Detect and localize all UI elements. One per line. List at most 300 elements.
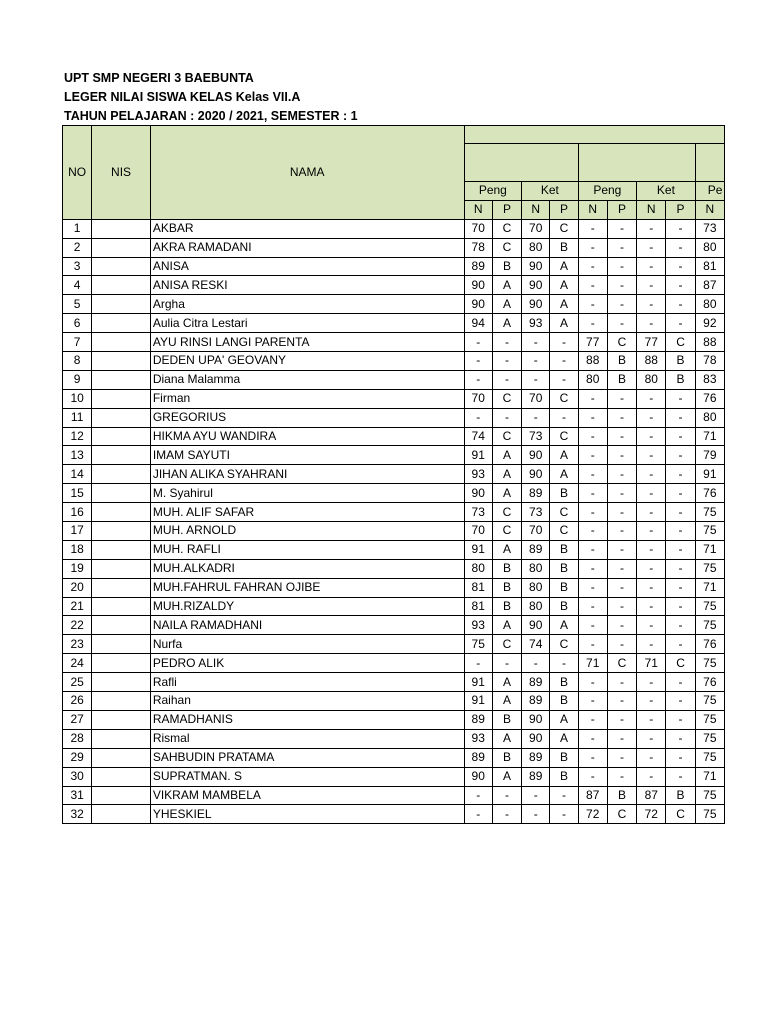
cell-ket-n: 90 bbox=[522, 616, 550, 635]
cell-peng-n: 90 bbox=[464, 767, 492, 786]
cell-ket2-n: - bbox=[637, 616, 666, 635]
cell-nama: Diana Malamma bbox=[150, 370, 464, 389]
cell-nis bbox=[92, 408, 151, 427]
cell-ket-n: 89 bbox=[522, 484, 550, 503]
cell-ket-p: C bbox=[550, 219, 578, 238]
header-subject-group bbox=[464, 126, 724, 144]
cell-peng2-p: - bbox=[607, 597, 636, 616]
cell-ket2-n: - bbox=[637, 314, 666, 333]
cell-pe3-n: 71 bbox=[695, 767, 724, 786]
cell-peng2-p: - bbox=[607, 767, 636, 786]
cell-no: 8 bbox=[63, 352, 92, 371]
cell-ket2-n: - bbox=[637, 389, 666, 408]
cell-nis bbox=[92, 729, 151, 748]
cell-pe3-n: 91 bbox=[695, 465, 724, 484]
cell-peng2-p: - bbox=[607, 578, 636, 597]
cell-ket-n: - bbox=[522, 786, 550, 805]
cell-ket-n: 89 bbox=[522, 748, 550, 767]
cell-pe3-n: 88 bbox=[695, 333, 724, 352]
table-row bbox=[63, 465, 725, 484]
cell-ket2-p: - bbox=[666, 408, 695, 427]
header-pe-3: Pe bbox=[695, 182, 724, 201]
header-nis: NIS bbox=[92, 126, 151, 220]
cell-nama: GREGORIUS bbox=[150, 408, 464, 427]
cell-nama: IMAM SAYUTI bbox=[150, 446, 464, 465]
header-p: P bbox=[666, 200, 695, 219]
cell-pe3-n: 71 bbox=[695, 427, 724, 446]
cell-peng2-n: - bbox=[578, 219, 607, 238]
cell-pe3-n: 75 bbox=[695, 748, 724, 767]
cell-peng2-n: - bbox=[578, 692, 607, 711]
cell-nis bbox=[92, 522, 151, 541]
cell-nama: RAMADHANIS bbox=[150, 710, 464, 729]
cell-peng-p: B bbox=[492, 710, 521, 729]
cell-no: 3 bbox=[63, 257, 92, 276]
cell-nis bbox=[92, 389, 151, 408]
cell-peng-n: 91 bbox=[464, 446, 492, 465]
cell-peng-n: 70 bbox=[464, 219, 492, 238]
cell-ket-p: A bbox=[550, 729, 578, 748]
cell-ket2-n: 88 bbox=[637, 352, 666, 371]
cell-ket2-n: - bbox=[637, 748, 666, 767]
cell-peng2-p: - bbox=[607, 710, 636, 729]
cell-peng-n: - bbox=[464, 805, 492, 824]
cell-peng-p: A bbox=[492, 276, 521, 295]
cell-peng2-n: 72 bbox=[578, 805, 607, 824]
table-row bbox=[63, 767, 725, 786]
header-subject-2 bbox=[578, 144, 695, 182]
cell-peng2-p: - bbox=[607, 295, 636, 314]
cell-ket-n: 89 bbox=[522, 673, 550, 692]
cell-nama: Firman bbox=[150, 389, 464, 408]
cell-no: 1 bbox=[63, 219, 92, 238]
cell-ket2-p: - bbox=[666, 729, 695, 748]
cell-ket-p: A bbox=[550, 314, 578, 333]
table-row bbox=[63, 484, 725, 503]
cell-peng-p: - bbox=[492, 654, 521, 673]
cell-peng-n: 90 bbox=[464, 276, 492, 295]
cell-ket-p: - bbox=[550, 654, 578, 673]
cell-nis bbox=[92, 786, 151, 805]
cell-peng-n: 91 bbox=[464, 692, 492, 711]
cell-peng2-n: - bbox=[578, 748, 607, 767]
cell-peng2-p: - bbox=[607, 635, 636, 654]
cell-nis bbox=[92, 503, 151, 522]
cell-ket2-p: - bbox=[666, 692, 695, 711]
header-peng-1: Peng bbox=[464, 182, 522, 201]
cell-ket-n: - bbox=[522, 805, 550, 824]
cell-peng-n: - bbox=[464, 352, 492, 371]
cell-ket2-n: - bbox=[637, 692, 666, 711]
cell-peng-n: - bbox=[464, 370, 492, 389]
cell-no: 31 bbox=[63, 786, 92, 805]
cell-no: 20 bbox=[63, 578, 92, 597]
cell-ket-p: C bbox=[550, 522, 578, 541]
cell-pe3-n: 80 bbox=[695, 238, 724, 257]
cell-ket-p: C bbox=[550, 427, 578, 446]
cell-peng2-n: 77 bbox=[578, 333, 607, 352]
cell-no: 2 bbox=[63, 238, 92, 257]
cell-ket-p: C bbox=[550, 635, 578, 654]
cell-nama: HIKMA AYU WANDIRA bbox=[150, 427, 464, 446]
cell-pe3-n: 80 bbox=[695, 295, 724, 314]
cell-nis bbox=[92, 219, 151, 238]
cell-peng2-p: - bbox=[607, 389, 636, 408]
header-p: P bbox=[550, 200, 578, 219]
cell-ket-p: - bbox=[550, 370, 578, 389]
cell-ket2-n: - bbox=[637, 522, 666, 541]
cell-peng-n: - bbox=[464, 333, 492, 352]
cell-peng-p: C bbox=[492, 427, 521, 446]
cell-nis bbox=[92, 616, 151, 635]
cell-nis bbox=[92, 352, 151, 371]
cell-ket-n: - bbox=[522, 654, 550, 673]
cell-peng2-p: - bbox=[607, 673, 636, 692]
cell-nama: NAILA RAMADHANI bbox=[150, 616, 464, 635]
cell-no: 6 bbox=[63, 314, 92, 333]
cell-peng2-n: - bbox=[578, 503, 607, 522]
header-n: N bbox=[637, 200, 666, 219]
cell-peng-p: A bbox=[492, 540, 521, 559]
cell-ket-n: - bbox=[522, 408, 550, 427]
cell-peng2-p: - bbox=[607, 276, 636, 295]
cell-peng2-n: 80 bbox=[578, 370, 607, 389]
cell-ket-p: B bbox=[550, 692, 578, 711]
cell-no: 14 bbox=[63, 465, 92, 484]
cell-pe3-n: 75 bbox=[695, 692, 724, 711]
cell-pe3-n: 71 bbox=[695, 540, 724, 559]
cell-ket-n: 70 bbox=[522, 389, 550, 408]
header-no: NO bbox=[63, 126, 92, 220]
table-row bbox=[63, 805, 725, 824]
cell-nis bbox=[92, 578, 151, 597]
header-subject-1 bbox=[464, 144, 578, 182]
cell-no: 16 bbox=[63, 503, 92, 522]
cell-peng2-n: 71 bbox=[578, 654, 607, 673]
cell-ket2-p: - bbox=[666, 295, 695, 314]
cell-ket-p: - bbox=[550, 333, 578, 352]
cell-ket2-n: - bbox=[637, 578, 666, 597]
cell-ket-n: 89 bbox=[522, 767, 550, 786]
cell-nis bbox=[92, 635, 151, 654]
cell-peng2-p: - bbox=[607, 522, 636, 541]
cell-peng2-n: - bbox=[578, 597, 607, 616]
cell-nama: ANISA bbox=[150, 257, 464, 276]
cell-no: 24 bbox=[63, 654, 92, 673]
cell-peng-n: 73 bbox=[464, 503, 492, 522]
cell-no: 21 bbox=[63, 597, 92, 616]
cell-ket2-n: - bbox=[637, 540, 666, 559]
table-row bbox=[63, 635, 725, 654]
cell-peng-n: 89 bbox=[464, 748, 492, 767]
cell-pe3-n: 87 bbox=[695, 276, 724, 295]
cell-peng-n: 74 bbox=[464, 427, 492, 446]
cell-pe3-n: 75 bbox=[695, 710, 724, 729]
cell-no: 27 bbox=[63, 710, 92, 729]
cell-pe3-n: 75 bbox=[695, 559, 724, 578]
cell-ket2-n: 77 bbox=[637, 333, 666, 352]
cell-ket-p: A bbox=[550, 257, 578, 276]
cell-peng-n: 89 bbox=[464, 257, 492, 276]
cell-ket-n: 90 bbox=[522, 729, 550, 748]
cell-ket2-n: - bbox=[637, 257, 666, 276]
cell-ket-n: 70 bbox=[522, 219, 550, 238]
cell-nis bbox=[92, 276, 151, 295]
cell-ket2-p: - bbox=[666, 616, 695, 635]
cell-ket2-n: - bbox=[637, 635, 666, 654]
cell-peng2-n: - bbox=[578, 729, 607, 748]
cell-peng2-n: - bbox=[578, 616, 607, 635]
cell-peng2-n: - bbox=[578, 710, 607, 729]
cell-ket2-n: - bbox=[637, 559, 666, 578]
cell-peng2-p: B bbox=[607, 352, 636, 371]
cell-peng2-p: - bbox=[607, 540, 636, 559]
cell-peng-p: A bbox=[492, 484, 521, 503]
cell-ket-n: 80 bbox=[522, 238, 550, 257]
cell-nama: SAHBUDIN PRATAMA bbox=[150, 748, 464, 767]
cell-ket2-p: C bbox=[666, 654, 695, 673]
cell-peng-p: A bbox=[492, 314, 521, 333]
cell-ket-p: C bbox=[550, 503, 578, 522]
header-n: N bbox=[522, 200, 550, 219]
cell-ket2-p: - bbox=[666, 673, 695, 692]
cell-ket2-p: - bbox=[666, 635, 695, 654]
cell-peng-n: 91 bbox=[464, 673, 492, 692]
cell-nama: DEDEN UPA' GEOVANY bbox=[150, 352, 464, 371]
cell-ket2-n: - bbox=[637, 427, 666, 446]
cell-peng2-p: - bbox=[607, 257, 636, 276]
cell-ket-n: 90 bbox=[522, 276, 550, 295]
cell-ket2-p: - bbox=[666, 540, 695, 559]
cell-peng2-n: - bbox=[578, 295, 607, 314]
cell-peng2-n: - bbox=[578, 559, 607, 578]
cell-peng2-n: - bbox=[578, 465, 607, 484]
cell-pe3-n: 75 bbox=[695, 503, 724, 522]
cell-ket2-n: - bbox=[637, 295, 666, 314]
cell-pe3-n: 75 bbox=[695, 522, 724, 541]
cell-ket2-n: 72 bbox=[637, 805, 666, 824]
cell-nama: Raihan bbox=[150, 692, 464, 711]
cell-nama: VIKRAM MAMBELA bbox=[150, 786, 464, 805]
cell-peng-p: C bbox=[492, 503, 521, 522]
cell-pe3-n: 75 bbox=[695, 597, 724, 616]
cell-peng-p: C bbox=[492, 635, 521, 654]
table-row bbox=[63, 729, 725, 748]
header-p: P bbox=[607, 200, 636, 219]
cell-peng2-n: - bbox=[578, 446, 607, 465]
cell-peng2-p: B bbox=[607, 370, 636, 389]
cell-peng-n: 70 bbox=[464, 389, 492, 408]
cell-peng-p: C bbox=[492, 389, 521, 408]
school-name: UPT SMP NEGERI 3 BAEBUNTA bbox=[64, 71, 254, 85]
cell-peng-n: 81 bbox=[464, 597, 492, 616]
table-row bbox=[63, 654, 725, 673]
cell-ket2-p: - bbox=[666, 767, 695, 786]
cell-ket2-n: - bbox=[637, 597, 666, 616]
cell-nis bbox=[92, 597, 151, 616]
cell-peng-n: - bbox=[464, 786, 492, 805]
cell-ket-p: A bbox=[550, 710, 578, 729]
cell-peng2-p: - bbox=[607, 219, 636, 238]
cell-pe3-n: 92 bbox=[695, 314, 724, 333]
cell-peng2-n: - bbox=[578, 635, 607, 654]
cell-ket-n: - bbox=[522, 370, 550, 389]
cell-nama: Aulia Citra Lestari bbox=[150, 314, 464, 333]
cell-ket-n: 93 bbox=[522, 314, 550, 333]
cell-peng-p: - bbox=[492, 805, 521, 824]
cell-ket-n: 90 bbox=[522, 465, 550, 484]
cell-ket2-n: 87 bbox=[637, 786, 666, 805]
cell-peng2-n: - bbox=[578, 540, 607, 559]
cell-nis bbox=[92, 710, 151, 729]
cell-peng-p: A bbox=[492, 729, 521, 748]
table-row bbox=[63, 559, 725, 578]
cell-nama: MUH. ALIF SAFAR bbox=[150, 503, 464, 522]
cell-ket2-n: - bbox=[637, 673, 666, 692]
cell-no: 18 bbox=[63, 540, 92, 559]
cell-peng-n: 90 bbox=[464, 295, 492, 314]
cell-peng2-n: - bbox=[578, 238, 607, 257]
cell-peng-p: B bbox=[492, 748, 521, 767]
cell-ket2-n: - bbox=[637, 276, 666, 295]
cell-ket-p: B bbox=[550, 540, 578, 559]
cell-peng-p: B bbox=[492, 559, 521, 578]
cell-ket-n: 90 bbox=[522, 257, 550, 276]
table-row bbox=[63, 427, 725, 446]
cell-pe3-n: 80 bbox=[695, 408, 724, 427]
table-row bbox=[63, 333, 725, 352]
cell-ket-p: B bbox=[550, 578, 578, 597]
cell-ket2-n: - bbox=[637, 219, 666, 238]
cell-nis bbox=[92, 238, 151, 257]
cell-ket2-p: - bbox=[666, 314, 695, 333]
cell-ket2-p: - bbox=[666, 257, 695, 276]
cell-peng-p: - bbox=[492, 352, 521, 371]
header-subject-3 bbox=[695, 144, 724, 182]
cell-ket-n: 73 bbox=[522, 427, 550, 446]
cell-no: 9 bbox=[63, 370, 92, 389]
cell-peng-p: B bbox=[492, 257, 521, 276]
cell-ket2-p: B bbox=[666, 786, 695, 805]
cell-ket-p: B bbox=[550, 767, 578, 786]
cell-no: 4 bbox=[63, 276, 92, 295]
cell-ket-n: 89 bbox=[522, 540, 550, 559]
cell-nama: AKRA RAMADANI bbox=[150, 238, 464, 257]
cell-peng2-n: 87 bbox=[578, 786, 607, 805]
cell-ket2-p: - bbox=[666, 219, 695, 238]
cell-peng2-n: - bbox=[578, 522, 607, 541]
cell-peng-n: 70 bbox=[464, 522, 492, 541]
cell-peng-p: A bbox=[492, 767, 521, 786]
header-n: N bbox=[695, 200, 724, 219]
cell-nis bbox=[92, 333, 151, 352]
cell-peng-p: - bbox=[492, 333, 521, 352]
cell-pe3-n: 75 bbox=[695, 805, 724, 824]
cell-ket-n: 90 bbox=[522, 446, 550, 465]
cell-ket-p: A bbox=[550, 276, 578, 295]
cell-pe3-n: 76 bbox=[695, 673, 724, 692]
cell-pe3-n: 71 bbox=[695, 578, 724, 597]
cell-nama: AYU RINSI LANGI PARENTA bbox=[150, 333, 464, 352]
cell-nis bbox=[92, 540, 151, 559]
cell-peng2-n: - bbox=[578, 767, 607, 786]
cell-peng2-p: - bbox=[607, 616, 636, 635]
table-row bbox=[63, 370, 725, 389]
cell-nama: MUH.FAHRUL FAHRAN OJIBE bbox=[150, 578, 464, 597]
cell-nis bbox=[92, 446, 151, 465]
cell-ket-n: 90 bbox=[522, 295, 550, 314]
cell-ket2-p: - bbox=[666, 597, 695, 616]
cell-pe3-n: 75 bbox=[695, 786, 724, 805]
header-ket-2: Ket bbox=[637, 182, 696, 201]
cell-ket2-n: - bbox=[637, 503, 666, 522]
cell-ket2-p: - bbox=[666, 710, 695, 729]
cell-ket-p: A bbox=[550, 446, 578, 465]
cell-no: 10 bbox=[63, 389, 92, 408]
cell-ket-n: - bbox=[522, 333, 550, 352]
cell-ket2-n: - bbox=[637, 729, 666, 748]
cell-ket2-n: - bbox=[637, 767, 666, 786]
cell-ket-p: B bbox=[550, 484, 578, 503]
cell-pe3-n: 75 bbox=[695, 729, 724, 748]
table-row bbox=[63, 389, 725, 408]
table-row bbox=[63, 692, 725, 711]
cell-nama: JIHAN ALIKA SYAHRANI bbox=[150, 465, 464, 484]
table-row bbox=[63, 673, 725, 692]
cell-ket2-p: B bbox=[666, 352, 695, 371]
cell-peng-p: B bbox=[492, 578, 521, 597]
cell-pe3-n: 76 bbox=[695, 635, 724, 654]
table-row bbox=[63, 540, 725, 559]
header-p: P bbox=[492, 200, 521, 219]
cell-peng2-p: - bbox=[607, 408, 636, 427]
table-row bbox=[63, 597, 725, 616]
cell-ket-n: 80 bbox=[522, 578, 550, 597]
cell-no: 23 bbox=[63, 635, 92, 654]
cell-ket2-p: - bbox=[666, 465, 695, 484]
cell-nis bbox=[92, 314, 151, 333]
cell-peng-p: - bbox=[492, 370, 521, 389]
cell-peng-p: A bbox=[492, 673, 521, 692]
cell-nama: MUH.ALKADRI bbox=[150, 559, 464, 578]
cell-peng-p: - bbox=[492, 786, 521, 805]
cell-no: 19 bbox=[63, 559, 92, 578]
cell-peng-n: 93 bbox=[464, 465, 492, 484]
cell-peng2-n: - bbox=[578, 257, 607, 276]
cell-ket2-n: - bbox=[637, 484, 666, 503]
cell-ket2-p: - bbox=[666, 748, 695, 767]
cell-ket2-p: B bbox=[666, 370, 695, 389]
table-row bbox=[63, 352, 725, 371]
cell-pe3-n: 81 bbox=[695, 257, 724, 276]
cell-no: 7 bbox=[63, 333, 92, 352]
cell-nama: SUPRATMAN. S bbox=[150, 767, 464, 786]
cell-pe3-n: 83 bbox=[695, 370, 724, 389]
cell-ket2-n: - bbox=[637, 446, 666, 465]
cell-nis bbox=[92, 748, 151, 767]
cell-peng2-n: - bbox=[578, 427, 607, 446]
cell-peng-p: C bbox=[492, 238, 521, 257]
cell-peng2-n: - bbox=[578, 314, 607, 333]
cell-peng2-p: - bbox=[607, 692, 636, 711]
cell-pe3-n: 78 bbox=[695, 352, 724, 371]
cell-ket-n: 70 bbox=[522, 522, 550, 541]
cell-ket2-p: C bbox=[666, 805, 695, 824]
table-row bbox=[63, 276, 725, 295]
cell-ket2-p: - bbox=[666, 559, 695, 578]
table-row bbox=[63, 238, 725, 257]
header-n: N bbox=[464, 200, 492, 219]
